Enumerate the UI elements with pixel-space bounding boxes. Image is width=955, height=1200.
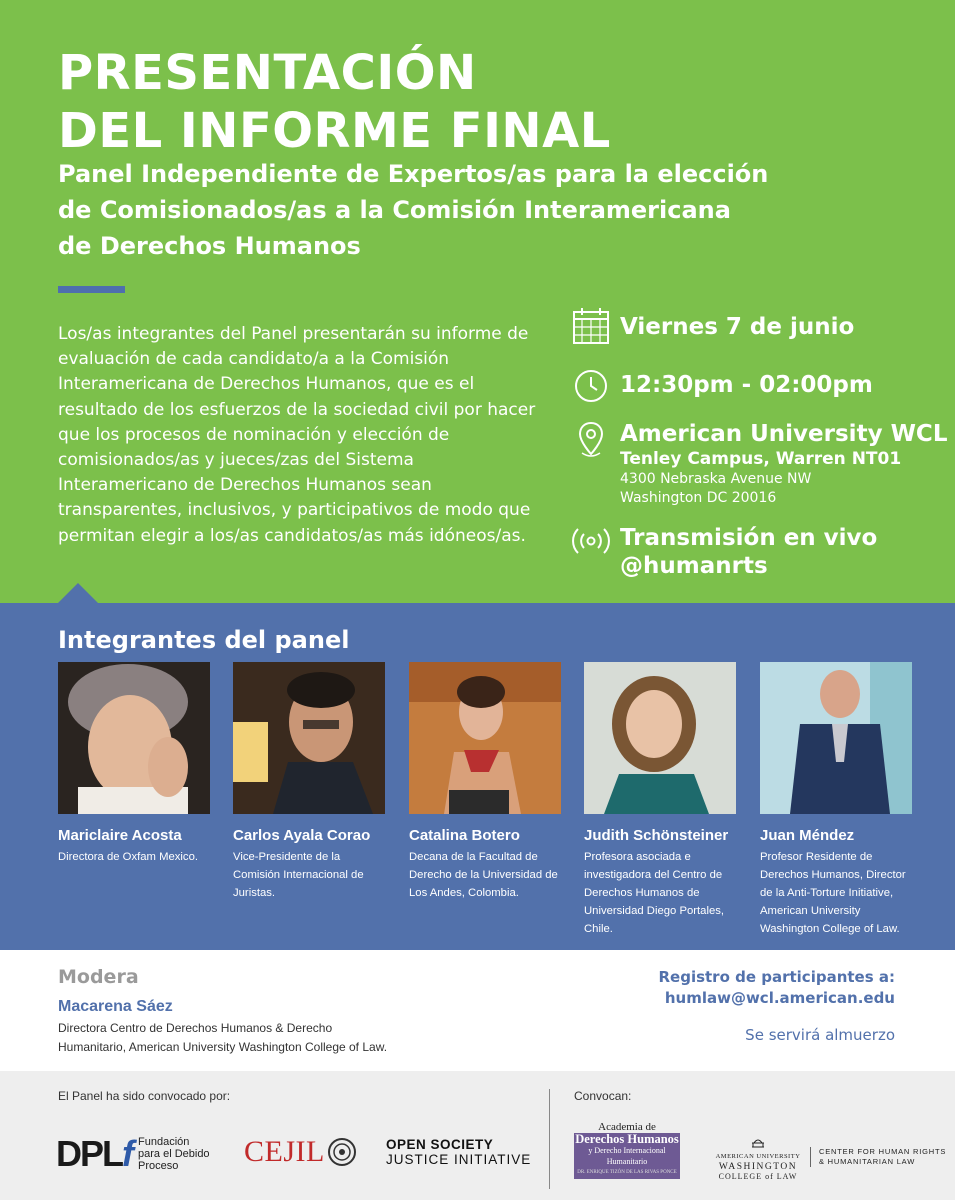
registration-label: Registro de participantes a:	[658, 968, 895, 986]
subtitle	[58, 156, 878, 264]
chr-line-2: & HUMANITARIAN LAW	[819, 1157, 916, 1166]
location-row	[572, 420, 947, 508]
section-pointer	[58, 583, 98, 603]
academia-band-2: y Derecho Internacional Humanitario	[588, 1146, 666, 1166]
panel-member	[760, 662, 912, 938]
sponsors-footer	[0, 1071, 955, 1200]
broadcast-icon	[572, 524, 610, 562]
academia-logo	[574, 1122, 680, 1179]
member-name: Carlos Ayala Corao	[233, 827, 371, 844]
moderator-name: Macarena Sáez	[58, 998, 173, 1015]
event-date: Viernes 7 de junio	[620, 314, 855, 340]
wcl-line-2: WASHINGTON	[718, 1162, 798, 1172]
conveners-label: Convocan:	[574, 1089, 632, 1103]
subtitle-line-1: Panel Independiente de Expertos/as para la elección	[58, 160, 769, 188]
registration-email-link[interactable]: humlaw@wcl.american.edu	[664, 989, 895, 1007]
member-role: Profesor Residente de Derechos Humanos, Director de la Anti-Torture Initiative, American University Washington College of Law.	[760, 851, 906, 935]
osji-line-2: JUSTICE INITIATIVE	[386, 1152, 532, 1167]
convened-by-label: El Panel ha sido convocado por:	[58, 1089, 231, 1103]
academia-band-3: DR. ENRIQUE TIZÓN DE LAS RIVAS PONCE	[577, 1170, 677, 1175]
academia-top: Academia de	[598, 1121, 656, 1133]
dplf-f: f	[122, 1133, 132, 1174]
academia-band	[574, 1133, 680, 1179]
date-row	[572, 307, 854, 345]
cejil-logo	[244, 1135, 357, 1169]
footer-divider	[549, 1089, 550, 1189]
open-society-logo	[386, 1137, 531, 1167]
member-photo	[760, 662, 912, 814]
cejil-seal-icon	[327, 1137, 357, 1167]
stream-row	[572, 524, 877, 580]
location-pin-icon	[572, 420, 610, 458]
dome-icon	[750, 1136, 766, 1148]
dplf-logo	[56, 1133, 210, 1175]
time-row	[572, 367, 873, 405]
title-line-1: PRESENTACIÓN	[58, 45, 477, 101]
wcl-logo	[712, 1135, 804, 1181]
venue-city: Washington DC 20016	[620, 490, 777, 506]
moderator-label: Modera	[58, 966, 139, 988]
panel-heading: Integrantes del panel	[58, 626, 350, 654]
dplf-line-1: Fundación	[138, 1136, 190, 1148]
wcl-line-3: COLLEGE of LAW	[718, 1172, 798, 1181]
member-role: Profesora asociada e investigadora del Centro de Derechos Humanos de Universidad Diego Portales, Chile.	[584, 851, 725, 935]
dplf-letters: DPL	[56, 1133, 122, 1174]
member-name: Judith Schönsteiner	[584, 827, 729, 844]
panel-member	[233, 662, 385, 902]
member-photo	[233, 662, 385, 814]
wcl-line-1: AMERICAN UNIVERSITY	[715, 1153, 801, 1160]
member-name: Mariclaire Acosta	[58, 827, 182, 844]
stream-text	[620, 524, 877, 580]
member-photo	[409, 662, 561, 814]
member-role: Directora de Oxfam Mexico.	[58, 851, 198, 863]
member-role: Vice-Presidente de la Comisión Internacional de Juristas.	[233, 851, 364, 899]
academia-band-1: Derechos Humanos	[575, 1132, 679, 1146]
moderator-role: Directora Centro de Derechos Humanos & Derecho Humanitario, American University Washington College of Law.	[58, 1021, 388, 1054]
clock-icon	[572, 367, 610, 405]
member-photo	[584, 662, 736, 814]
calendar-icon	[572, 307, 610, 345]
page-title	[58, 44, 611, 160]
intro-paragraph: Los/as integrantes del Panel presentarán su informe de evaluación de cada candidato/a a la Comisión Interamericana de Derechos Humanos, que es el resultado de los esfuerzos de la sociedad civil por hacer que los procesos de nominación y elección de comisionados/as y jueces/zas del Sistema Interamericano de Derechos Humanos sean transparentes, inclusivos, y participativos de modo que permitan elegir a los/as candidatos/as más idóneos/as.	[58, 324, 536, 546]
lunch-note: Se servirá almuerzo	[745, 1026, 895, 1044]
subtitle-line-3: de Derechos Humanos	[58, 232, 361, 260]
event-time: 12:30pm - 02:00pm	[620, 372, 873, 398]
accent-divider	[58, 286, 125, 293]
panel-section	[0, 603, 955, 950]
osji-line-1: OPEN SOCIETY	[386, 1137, 494, 1152]
venue-name: American University WCL	[620, 421, 948, 447]
dplf-line-3: Proceso	[138, 1160, 179, 1172]
dplf-line-2: para el Debido	[138, 1148, 210, 1160]
panel-member	[409, 662, 561, 902]
subtitle-line-2: de Comisionados/as a la Comisión Interamericana	[58, 196, 731, 224]
stream-handle[interactable]: @humanrts	[620, 553, 768, 579]
panel-member	[58, 662, 210, 866]
dplf-mark	[56, 1133, 132, 1175]
member-name: Catalina Botero	[409, 827, 520, 844]
title-line-2: DEL INFORME FINAL	[58, 103, 611, 159]
location-text	[620, 420, 947, 508]
venue-campus: Tenley Campus, Warren NT01	[620, 449, 902, 469]
venue-street: 4300 Nebraska Avenue NW	[620, 471, 812, 487]
chr-line-1: CENTER FOR HUMAN RIGHTS	[819, 1147, 947, 1156]
stream-label: Transmisión en vivo	[620, 525, 878, 551]
dplf-name	[138, 1136, 210, 1172]
member-name: Juan Méndez	[760, 827, 855, 844]
chr-logo	[810, 1147, 946, 1167]
cejil-wordmark: CEJIL	[244, 1135, 325, 1168]
member-role: Decana de la Facultad de Derecho de la Universidad de Los Andes, Colombia.	[409, 851, 558, 899]
member-photo	[58, 662, 210, 814]
panel-member	[584, 662, 736, 938]
